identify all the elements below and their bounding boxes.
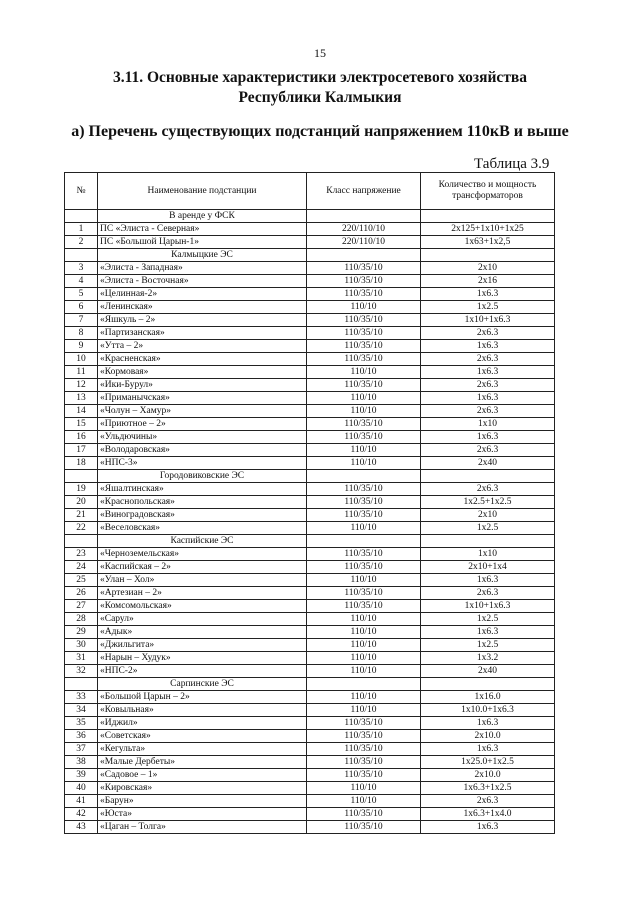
row-number: 42 [65,808,98,821]
row-number: 38 [65,756,98,769]
transformer-capacity: 1x2.5 [421,639,555,652]
row-number: 15 [65,418,98,431]
table-row [65,717,555,730]
voltage-class: 110/35/10 [307,561,421,574]
table-row [65,639,555,652]
voltage-class: 110/10 [307,522,421,535]
table-row [65,314,555,327]
table-row [65,483,555,496]
voltage-class: 110/35/10 [307,717,421,730]
row-number: 39 [65,769,98,782]
transformer-capacity: 2x10 [421,262,555,275]
substation-name: «Малые Дербеты» [98,756,307,769]
voltage-class: 110/35/10 [307,548,421,561]
table-row [65,769,555,782]
voltage-class: 110/35/10 [307,431,421,444]
transformer-capacity: 1x2.5 [421,522,555,535]
voltage-class: 110/35/10 [307,769,421,782]
row-number: 19 [65,483,98,496]
substation-name: «Садовое – 1» [98,769,307,782]
substation-name: «Партизанская» [98,327,307,340]
transformer-capacity: 1x16.0 [421,691,555,704]
row-number: 29 [65,626,98,639]
transformer-capacity: 2x6.3 [421,795,555,808]
group-row-number-cell [65,210,98,223]
voltage-class: 110/10 [307,665,421,678]
table-row [65,548,555,561]
group-row-voltage-cell [307,678,421,691]
transformer-capacity: 2x10 [421,509,555,522]
substation-name: «Яшалтинская» [98,483,307,496]
group-row-transformers-cell [421,249,555,262]
substation-name: «Юста» [98,808,307,821]
voltage-class: 110/35/10 [307,379,421,392]
substation-name: «Чолун – Хамур» [98,405,307,418]
table-row [65,223,555,236]
substation-name: «Приманычская» [98,392,307,405]
transformer-capacity: 1x63+1x2,5 [421,236,555,249]
transformer-capacity: 1x6.3 [421,821,555,834]
voltage-class: 110/10 [307,444,421,457]
voltage-class: 110/10 [307,392,421,405]
substation-name: «Красненская» [98,353,307,366]
voltage-class: 110/35/10 [307,288,421,301]
voltage-class: 220/110/10 [307,223,421,236]
row-number: 21 [65,509,98,522]
substation-name: «Артезиан – 2» [98,587,307,600]
row-number: 25 [65,574,98,587]
table-row [65,340,555,353]
transformer-capacity: 2x40 [421,457,555,470]
substation-name: «НПС-3» [98,457,307,470]
group-title: Сарпинские ЭС [98,678,307,691]
substation-name: «Володаровская» [98,444,307,457]
transformer-capacity: 1x6.3 [421,743,555,756]
group-row-voltage-cell [307,470,421,483]
substation-name: «НПС-2» [98,665,307,678]
transformer-capacity: 2x6.3 [421,483,555,496]
row-number: 12 [65,379,98,392]
transformer-capacity: 2x6.3 [421,327,555,340]
transformer-capacity: 1x6.3 [421,340,555,353]
substation-name: «Веселовская» [98,522,307,535]
row-number: 37 [65,743,98,756]
row-number: 26 [65,587,98,600]
substation-name: «Большой Царын – 2» [98,691,307,704]
substation-name: «Ковыльная» [98,704,307,717]
group-row [65,470,555,483]
row-number: 9 [65,340,98,353]
voltage-class: 110/10 [307,574,421,587]
voltage-class: 110/10 [307,704,421,717]
transformer-capacity: 2x6.3 [421,405,555,418]
voltage-class: 110/10 [307,639,421,652]
substation-name: «Барун» [98,795,307,808]
substations-table [64,172,555,834]
substation-name: «Кормовая» [98,366,307,379]
page-number: 15 [314,46,326,60]
transformer-capacity: 1x10.0+1x6.3 [421,704,555,717]
transformer-capacity: 1x10 [421,418,555,431]
section-heading-line-1: 3.11. Основные характеристики электросетевого хозяйства [112,69,528,86]
substation-name: «Ленинская» [98,301,307,314]
table-row [65,392,555,405]
group-row-transformers-cell [421,210,555,223]
row-number: 41 [65,795,98,808]
substation-name: «Ики-Бурул» [98,379,307,392]
row-number: 36 [65,730,98,743]
voltage-class: 110/10 [307,795,421,808]
transformer-capacity: 2x6.3 [421,353,555,366]
voltage-class: 110/35/10 [307,587,421,600]
table-row [65,418,555,431]
table-row [65,327,555,340]
table-row [65,561,555,574]
table-row [65,574,555,587]
substation-name: «Каспийская – 2» [98,561,307,574]
row-number: 7 [65,314,98,327]
table-row [65,353,555,366]
row-number: 32 [65,665,98,678]
table-row [65,288,555,301]
substation-name: «Адык» [98,626,307,639]
table-row [65,743,555,756]
voltage-class: 220/110/10 [307,236,421,249]
row-number: 10 [65,353,98,366]
group-row-voltage-cell [307,535,421,548]
transformer-capacity: 1x2.5 [421,301,555,314]
voltage-class: 110/35/10 [307,600,421,613]
row-number: 27 [65,600,98,613]
table-row [65,366,555,379]
voltage-class: 110/10 [307,405,421,418]
substation-name: «Цаган – Толга» [98,821,307,834]
transformer-capacity: 1x6.3+1x2.5 [421,782,555,795]
table-row [65,236,555,249]
row-number: 23 [65,548,98,561]
substation-name: «Целинная-2» [98,288,307,301]
substation-name: «Кегульта» [98,743,307,756]
group-row [65,249,555,262]
voltage-class: 110/35/10 [307,808,421,821]
row-number: 30 [65,639,98,652]
transformer-capacity: 1x6.3 [421,288,555,301]
voltage-class: 110/10 [307,782,421,795]
table-row [65,262,555,275]
row-number: 6 [65,301,98,314]
table-row [65,522,555,535]
group-row-transformers-cell [421,470,555,483]
group-row-transformers-cell [421,678,555,691]
transformer-capacity: 1x6.3 [421,717,555,730]
row-number: 18 [65,457,98,470]
table-row [65,275,555,288]
row-number: 24 [65,561,98,574]
row-number: 40 [65,782,98,795]
voltage-class: 110/35/10 [307,483,421,496]
transformer-capacity: 1x25.0+1x2.5 [421,756,555,769]
table-row [65,431,555,444]
group-row-number-cell [65,535,98,548]
voltage-class: 110/35/10 [307,353,421,366]
group-row-number-cell [65,470,98,483]
row-number: 2 [65,236,98,249]
table-row [65,665,555,678]
row-number: 3 [65,262,98,275]
row-number: 5 [65,288,98,301]
substation-name: «Советская» [98,730,307,743]
row-number: 20 [65,496,98,509]
transformer-capacity: 1x10+1x6.3 [421,314,555,327]
row-number: 31 [65,652,98,665]
table-row [65,821,555,834]
table-row [65,457,555,470]
group-row [65,535,555,548]
substation-name: «Джильгита» [98,639,307,652]
group-title: В аренде у ФСК [98,210,307,223]
voltage-class: 110/35/10 [307,496,421,509]
table-row [65,444,555,457]
group-row [65,210,555,223]
table-row [65,301,555,314]
transformer-capacity: 1x2.5+1x2.5 [421,496,555,509]
table-row [65,756,555,769]
voltage-class: 110/10 [307,626,421,639]
transformer-capacity: 2x125+1x10+1x25 [421,223,555,236]
row-number: 28 [65,613,98,626]
substation-name: «Кировская» [98,782,307,795]
voltage-class: 110/35/10 [307,262,421,275]
table-header-row [65,173,555,210]
table-row [65,691,555,704]
table-row [65,808,555,821]
voltage-class: 110/35/10 [307,314,421,327]
substation-name: «Элиста - Западная» [98,262,307,275]
transformer-capacity: 1x2.5 [421,613,555,626]
voltage-class: 110/35/10 [307,327,421,340]
table-row [65,613,555,626]
voltage-class: 110/35/10 [307,743,421,756]
table-row [65,626,555,639]
row-number: 43 [65,821,98,834]
voltage-class: 110/35/10 [307,509,421,522]
transformer-capacity: 1x10+1x6.3 [421,600,555,613]
voltage-class: 110/35/10 [307,756,421,769]
substation-name: «Нарын – Худук» [98,652,307,665]
table-row [65,496,555,509]
substation-name: ПС «Большой Царын-1» [98,236,307,249]
row-number: 4 [65,275,98,288]
column-header-number: № [65,173,98,210]
table-row [65,652,555,665]
substation-name: «Иджил» [98,717,307,730]
voltage-class: 110/35/10 [307,821,421,834]
row-number: 33 [65,691,98,704]
substation-name: «Комсомольская» [98,600,307,613]
table-row [65,405,555,418]
table-row [65,782,555,795]
voltage-class: 110/10 [307,301,421,314]
transformer-capacity: 1x6.3 [421,366,555,379]
group-title: Калмыцкие ЭС [98,249,307,262]
row-number: 16 [65,431,98,444]
voltage-class: 110/35/10 [307,418,421,431]
group-title: Каспийские ЭС [98,535,307,548]
substation-name: «Виноградовская» [98,509,307,522]
row-number: 11 [65,366,98,379]
voltage-class: 110/35/10 [307,340,421,353]
group-row-transformers-cell [421,535,555,548]
subsection-heading: а) Перечень существующих подстанций напряжением 110кВ и выше [71,123,569,140]
row-number: 13 [65,392,98,405]
substation-name: «Приютное – 2» [98,418,307,431]
group-title: Городовиковские ЭС [98,470,307,483]
voltage-class: 110/10 [307,691,421,704]
transformer-capacity: 2x10+1x4 [421,561,555,574]
substation-name: «Черноземельская» [98,548,307,561]
group-row [65,678,555,691]
transformer-capacity: 1x3.2 [421,652,555,665]
column-header-transformers: Количество и мощность трансформаторов [421,173,555,210]
transformer-capacity: 1x6.3 [421,574,555,587]
transformer-capacity: 1x6.3 [421,431,555,444]
transformer-capacity: 2x40 [421,665,555,678]
table-row [65,795,555,808]
substation-name: «Яшкуль – 2» [98,314,307,327]
substation-name: «Элиста - Восточная» [98,275,307,288]
section-heading-line-2: Республики Калмыкия [238,89,402,106]
group-row-number-cell [65,249,98,262]
substation-name: ПС «Элиста - Северная» [98,223,307,236]
transformer-capacity: 2x6.3 [421,444,555,457]
column-header-name: Наименование подстанции [98,173,307,210]
table-row [65,509,555,522]
column-header-voltage: Класс напряжение [307,173,421,210]
row-number: 14 [65,405,98,418]
row-number: 1 [65,223,98,236]
voltage-class: 110/10 [307,366,421,379]
table-row [65,587,555,600]
table-caption: Таблица 3.9 [474,156,550,172]
transformer-capacity: 2x6.3 [421,587,555,600]
voltage-class: 110/10 [307,457,421,470]
group-row-number-cell [65,678,98,691]
voltage-class: 110/10 [307,613,421,626]
row-number: 35 [65,717,98,730]
transformer-capacity: 2x10.0 [421,730,555,743]
group-row-voltage-cell [307,249,421,262]
substation-name: «Краснопольская» [98,496,307,509]
table-row [65,379,555,392]
transformer-capacity: 2x16 [421,275,555,288]
voltage-class: 110/10 [307,652,421,665]
voltage-class: 110/35/10 [307,275,421,288]
table-row [65,730,555,743]
table-row [65,704,555,717]
substation-name: «Ульдючины» [98,431,307,444]
transformer-capacity: 1x6.3+1x4.0 [421,808,555,821]
row-number: 22 [65,522,98,535]
table-row [65,600,555,613]
substation-name: «Утта – 2» [98,340,307,353]
group-row-voltage-cell [307,210,421,223]
transformer-capacity: 1x6.3 [421,626,555,639]
transformer-capacity: 1x10 [421,548,555,561]
transformer-capacity: 1x6.3 [421,392,555,405]
transformer-capacity: 2x6.3 [421,379,555,392]
substation-name: «Сарул» [98,613,307,626]
table-body [65,210,555,834]
voltage-class: 110/35/10 [307,730,421,743]
row-number: 17 [65,444,98,457]
row-number: 34 [65,704,98,717]
row-number: 8 [65,327,98,340]
substation-name: «Улан – Хол» [98,574,307,587]
transformer-capacity: 2x10.0 [421,769,555,782]
